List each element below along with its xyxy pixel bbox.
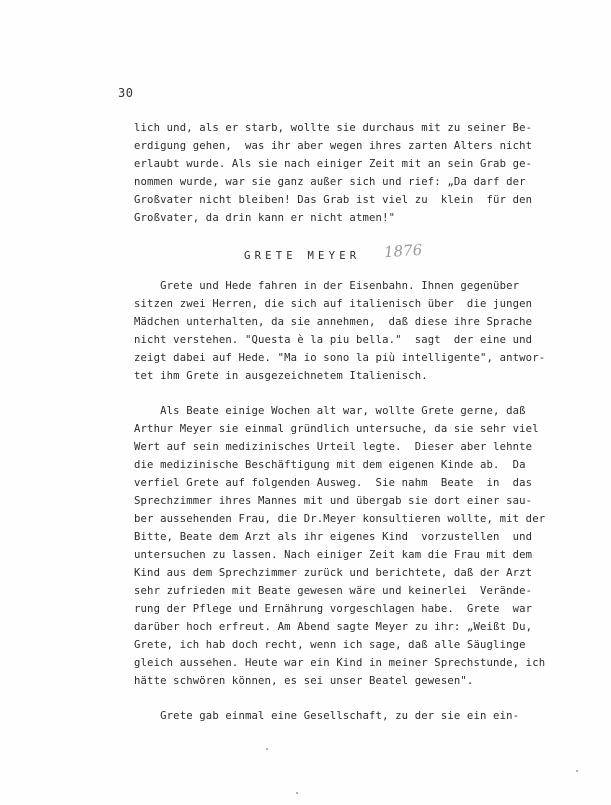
paper-speck <box>296 792 298 794</box>
text-line: gleich aussehen. Heute war ein Kind in meiner Sprechstunde, ich <box>134 657 546 669</box>
text-line: Als Beate einige Wochen alt war, wollte Grete gerne, daß <box>134 405 526 417</box>
text-line: Grete und Hede fahren in der Eisenbahn. Ihnen gegenüber <box>134 280 520 292</box>
text-line: sehr zufrieden mit Beate gewesen wäre und keinerlei Verände- <box>134 585 533 597</box>
text-line: Mädchen unterhalten, da sie annehmen, daß diese ihre Sprache <box>134 316 533 328</box>
text-line: Wert auf sein medizinisches Urteil legte. Dieser aber lehnte <box>134 441 533 453</box>
section-heading: GRETE MEYER <box>244 250 361 262</box>
text-line: Kind aus dem Sprechzimmer zurück und berichtete, daß der Arzt <box>134 567 533 579</box>
text-line: Grete gab einmal eine Gesellschaft, zu der sie ein ein- <box>134 710 520 722</box>
text-line: lich und, als er starb, wollte sie durchaus mit zu seiner Be- <box>134 122 533 134</box>
text-line: die medizinische Beschäftigung mit dem eigenen Kinde ab. Da <box>134 459 526 471</box>
text-line: nicht verstehen. "Questa è la piu bella." sagt der eine und <box>134 334 533 346</box>
text-line: Großvater nicht bleiben! Das Grab ist viel zu klein für den <box>134 194 533 206</box>
text-line: hätte schwören können, es sei unser Beatel gewesen". <box>134 675 474 687</box>
text-line: tet ihm Grete in ausgezeichnetem Italienisch. <box>134 370 428 382</box>
handwritten-pencil-note: 1876 <box>383 240 423 262</box>
page-number: 30 <box>118 86 134 100</box>
text-line: ber aussehenden Frau, die Dr.Meyer konsultieren wollte, mit der <box>134 513 546 525</box>
text-line: Arthur Meyer sie einmal gründlich untersuche, da sie sehr viel <box>134 423 539 435</box>
text-line: zeigt dabei auf Hede. "Ma io sono la più intelligente", antwor- <box>134 352 546 364</box>
text-line: verfiel Grete auf folgenden Ausweg. Sie nahm Beate in das <box>134 477 533 489</box>
text-line: Großvater, da drin kann er nicht atmen!" <box>134 212 396 224</box>
paper-speck <box>576 770 578 772</box>
text-line: erdigung gehen, was ihr aber wegen ihres zarten Alters nicht <box>134 140 533 152</box>
text-line: Grete, ich hab doch recht, wenn ich sage, daß alle Säuglinge <box>134 639 526 651</box>
text-line: rung der Pflege und Ernährung vorgeschlagen habe. Grete war <box>134 603 533 615</box>
paper-speck <box>266 748 268 750</box>
text-line: erlaubt wurde. Als sie nach einiger Zeit mit an sein Grab ge- <box>134 158 533 170</box>
text-line: sitzen zwei Herren, die sich auf italienisch über die jungen <box>134 298 533 310</box>
text-line: Sprechzimmer ihres Mannes mit und übergab sie dort einer sau- <box>134 495 533 507</box>
text-line: darüber hoch erfreut. Am Abend sagte Meyer zu ihr: „Weißt Du, <box>134 621 533 633</box>
text-line: nommen wurde, war sie ganz außer sich und rief: „Da darf der <box>134 176 526 188</box>
text-line: untersuchen zu lassen. Nach einiger Zeit kam die Frau mit dem <box>134 549 533 561</box>
text-line: Bitte, Beate dem Arzt als ihr eigenes Kind vorzustellen und <box>134 531 533 543</box>
